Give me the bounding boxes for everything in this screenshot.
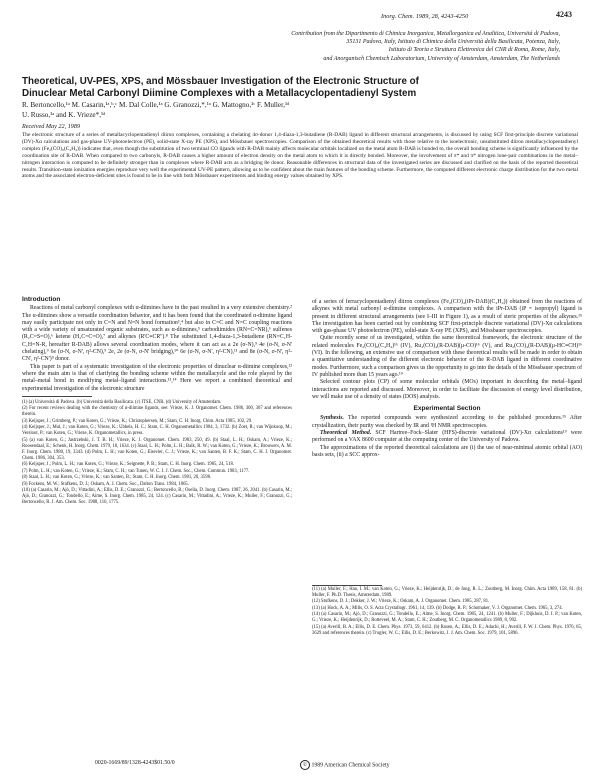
title-line: Theoretical, UV-PES, XPS, and Mössbauer Investigation of the Electronic Structure of: [22, 76, 419, 87]
footnote: (11) (a) Muller, F.; Han, I. M.; van Koten, G.; Vrieze, K.; Heijdenrijk, D.; de Jong, R. L.; Zoutberg, M. Inorg. Chim. Acta 1989, 158, 81. (b) Muller, F. Ph.D. Thesis, Amsterdam, 1989.: [312, 586, 582, 598]
abstract: The electronic structure of a series of metallacyclopentadienyl diiron complexes, containing a chelating 4σ-donor 1,4-diaza-1,3-butadiene (R-DAB) ligand in different structural arrangements, is discussed by using SCF first-principle discrete variational (DV)-Xα calculations and gas-phase UV-photoelectron (PE), solid-state X-ray PE (XPS), and Mössbauer spectroscopies. Comparison of the obtained theoretical results with those relative to the isoelectronic, unsubstituted diiron metallacyclopentadienyl complex (Fe₂(CO)₆(C₄H₄)) indicates that, even though the substitution of two terminal CO ligands with R-DAB mainly affects molecular orbitals localized on the metal atom R-DAB is bonded to, the overall bonding scheme is significantly influenced by the coordination site of R-DAB. When compared to two carbonyls, R-DAB causes a higher amount of electron density on the metal atom to which it is directly bonded. Moreover, the involvement of π* and π* nitrogen lone-pair combinations in the metal–nitrogen interaction is computed to be definitely stronger than in complexes where R-DAB acts as a bridging 8e donor. Reasonable differences in structural data of the investigated series are discussed and clarified on the basis of the reported theoretical results. Transition-state ionization energies reproduce very well the experimental UV-PE pattern, allowing us to be confident about the main features of the bonding scheme. Furthermore, the computed different electronic charge distribution for the two metal atoms and the associated electron-deficient sites is found to be in line with both Mössbauer experiments and binding energy values obtained by XPS.: [22, 132, 578, 180]
intro-paragraph: Reactions of metal carbonyl complexes with α-diimines have in the past resulted in a very extensive chemistry.² The α-diimines show a versatile coordination behavior, and it has been found that the coordinated α-diimine ligand may easily participate not only in C=N and N=N bond formation³,⁴ but also in C=C and N=C coupling reactions with a wide variety of unsaturated organic substrates, such as α-diimines,⁵ carbodiimides (RN=C=NR),⁶ sulfenes (R₂C=S=O),⁶ ketene (H₂C=C=O),⁷ and alkynes (R'C≡CR'').⁸ The substituted 1,4-diaza-1,3-butadiene (RN=C₁H-C₁H=N-R, hereafter R-DAB) allows several coordination modes, where it can act as a 2e (σ-N),⁹ 4e (σ-N, σ-N' chelating),⁹ 6e (σ-N, σ-N', η²-CN),⁹ 2e, 2e (σ-N, σ-N' bridging),¹⁰ 6e (σ-N, σ-N', η²-CN),¹¹ and 8e (σ-N, σ-N', η²-CN', η²-CN')⁹ donor.: [22, 305, 292, 363]
footnote: (13) (a) Hock, A. A.; Mills, O. S. Acta Crystallogr. 1961, 14, 139. (b) Dodge, R. P.; Schomaker, V. J. Organomet. Chem. 1965, 3, 274.: [312, 605, 563, 611]
affiliation-line: Istituto di Teoria e Struttura Elettronica del CNR di Roma, Rome, Italy,: [388, 47, 560, 54]
title-line: Dinuclear Metal Carbonyl Diimine Complexes with a Metallacyclopentadienyl System: [22, 87, 417, 99]
affiliation-line: 35131 Padova, Italy, Istituto di Chimica della Università della Basilicata, Potenza, Italy,: [346, 39, 560, 46]
left-footnotes: [22, 400, 292, 507]
footnote: (5) (a) van Koten, G.; Jastrzebski, J. T. B. H.; Vrieze, K. J. Organomet. Chem. 1983, 250, 49. (b) Staal, L. H.; Oskam, A.; Vrieze, K.; Roosendaal, E.; Schenk, H. Inorg. Chem. 1979, 18, 1634. (c) Staal, L. H.; Polm, L. H.; Balk, R. W.; van Koten, G.; Vrieze, K.; Brouwers, A. M. F. Inorg. Chem. 1980, 19, 3343. (d) Polm, L. H.; van Koten, G.; Elsevier, C. J.; Vrieze, K.; van Santen, B. F. K.; Stam, C. H. J. Organomet. Chem. 1986, 304, 353.: [22, 437, 292, 461]
affiliation-block: [130, 30, 560, 63]
footnote: (15) (a) Averill, B. A.; Ellis, D. E. Chem. Phys. 1973, 59, 6412. (b) Rosen, A.; Ellis, D. E.; Adachi, H.; Averill, F. W. J. Chem. Phys. 1976, 65, 3629 and references therein. (c) Trogler, W. C.; Ellis, D. E.; Berkowitz, J. J. Am. Chem. Soc. 1979, 101, 5896.: [312, 624, 582, 636]
article-title: [22, 76, 582, 99]
theoretical-text: SCF Hartree–Fock–Slater (HFS)-discrete variational (DV)-Xα calculations¹⁹ were performed on a VAX 8600 computer at the computing center of the University of Padova.: [312, 430, 582, 444]
author-line: U. Russo,¹ᵃ and K. Vrieze*,¹ᵈ: [22, 110, 106, 119]
page-number: 4243: [556, 10, 572, 19]
footnote: (1) (a) Università di Padova. (b) Università della Basilicata. (c) ITSE, CNR. (d) University of Amsterdam.: [22, 399, 222, 405]
received-date: Received May 22, 1989: [22, 123, 81, 130]
footnote: (8) Staal, L. H.; van Koten, G.; Vrieze, K.; van Santen, B.; Stam, C. H. Inorg. Chem. 1981, 20, 3598.: [22, 475, 212, 481]
footnote: (3) Keijsper, J.; Grimberg, P.; van Koten, G.; Vrieze, K.; Christophersen, M.; Stam, C. H. Inorg. Chim. Acta 1985, 102, 29.: [22, 418, 253, 424]
issn-code: 0020-1669/89/1328-4243$01.50/0: [95, 760, 175, 766]
footnote: (9) Fockens, M. W.; Stufkens, D. J.; Oskam, A. J. Chem. Soc., Dalton Trans. 1984, 1065.: [22, 481, 189, 487]
intro-continuation: Quite recently some of us investigated, within the same theoretical framework, the electronic structure of the related molecules Fe₂(CO)₆(C₄H₄)¹⁶ (IV), Ru₂(CO)₄(R-DAB)(μ-CO)¹⁶ (V), and Ru₂(CO)₄(R-DAB)(μ-HC≡CH)¹⁶ (VI). In the following, an extensive use of comparison with these theoretical results will be made in order to obtain a quantitative understanding of the different electronic behavior of the R-DAB ligand in different coordinative modes. Furthermore, such a comparison gives us the opportunity to go into the details of the Mössbauer spectrum of IV published more than 15 years ago.¹⁹: [312, 335, 582, 378]
approximations-paragraph: The approximations of the reported theoretical calculations are (i) the use of near-minimal atomic orbital (AO) basis sets, (ii) a SCC approx-: [312, 444, 582, 458]
footnote-divider: [22, 396, 92, 397]
theoretical-paragraph: [312, 430, 582, 445]
synthesis-text: The reported compounds were synthesized according to the published procedures.¹⁵ After crystallization, their purity was checked by IR and ¹H NMR spectroscopies.: [312, 415, 582, 429]
footnote: (4) Keijsper, J.; Mul, J.; van Koten, G.; Vrieze, K.; Ubbels, H. C.; Stam, C. H. Organometallics 1984, 3, 1732. (b) Zoet, R.; van Wijnkoop, M.; Versloot, P.; van Koten, G.; Vrieze, K. Organometallics, in press.: [22, 425, 292, 437]
footnote: (2) For recent reviews dealing with the chemistry of α-diimine ligands, see: Vrieze, K. J. Organomet. Chem. 1986, 300, 307 and references therein.: [22, 406, 292, 418]
synthesis-label: Synthesis.: [320, 415, 344, 422]
experimental-heading: Experimental Section: [413, 405, 481, 413]
right-column: [312, 299, 582, 459]
intro-paragraph: This paper is part of a systematic investigation of the electronic properties of dinuclear α-diimine complexes,¹² where the main aim is that of clarifying the bonding scheme within the metallacycle and the role played by the metal–metal bond in modifying metal–ligand interactions.¹³,¹⁴ Here we report a combined theoretical and experimental investigation of the electronic structure: [22, 363, 292, 392]
left-column: [22, 295, 292, 507]
footnote: (10) (a) Casarin, M.; Ajò, D.; Vittadini, A.; Ellis, D. E.; Granozzi, G.; Bertoncello, R.; Osella, D. Inorg. Chem. 1987, 26, 2041. (b) Casarin, M.; Ajò, D.; Granozzi, G.; Tondello, E.; Aime, S. Inorg. Chem. 1985, 24, 124. (c) Casarin, M.; Vittadini, A.; Vrieze, K.; Muller, F.; Granozzi, G.; Bertoncello, R. J. Am. Chem. Soc. 1988, 110, 1775.: [22, 488, 292, 506]
footnote: (14) (a) Casarin, M.; Ajò, D.; Granozzi, G.; Tondello, E.; Aime, S. Inorg. Chem. 1985, 24, 1241. (b) Muller, F.; Dijkhuis, D. I. P.; van Koten, G.; Vrieze, K.; Heijdenrijk, D.; Rotteveel, M. A.; Stam, C. H.; Zoutberg, M. C. Organometallics 1989, 8, 992.: [312, 612, 582, 623]
synthesis-paragraph: [312, 415, 582, 430]
intro-continuation: Selected contour plots (CP) of some molecular orbitals (MOs) important in describing the metal–ligand interactions are reported and discussed. Moreover, in order to facilitate the discussion of energy level distribution, we will make use of a density of states (DOS) analysis.: [312, 379, 582, 400]
theoretical-label: Theoretical Method.: [320, 430, 372, 437]
introduction-heading: Introduction: [22, 296, 61, 303]
footnote: (12) Stufkens, D. J.; Dekker, J. W.; Vrieze, K.; Oskam, A. J. Organomet. Chem. 1985, 287, 81.: [312, 599, 490, 604]
author-list: [22, 101, 582, 120]
copyright-icon: ©: [300, 760, 310, 770]
affiliation-line: Contribution from the Dipartimento di Chimica Inorganica, Metallorganica ed Analitica, Università di Padova,: [291, 31, 560, 37]
copyright-text: 1989 American Chemical Society: [311, 762, 390, 769]
copyright-line: [300, 760, 390, 770]
affiliation-line: and Anorganisch Chemisch Laboratorium, University of Amsterdam, Amsterdam, The Netherlands: [323, 55, 560, 62]
journal-header: Inorg. Chem. 1989, 28, 4243-4250: [381, 13, 469, 20]
author-line: R. Bertoncello,¹ᵃ M. Casarin,¹ᵃ,ᵇ,ᶜ M. Dal Colle,¹ᵃ G. Granozzi,*,¹ᵃ G. Mattogno,¹ᶜ F. Muller,¹ᵈ: [22, 101, 290, 109]
intro-continuation: of a series of ferracyclopentadienyl diiron complexes (Fe₂(CO)₄(iPr-DAB)(C₄H₄)) obtained from the reactions of alkynes with metal carbonyl α-diimine complexes. A comparison with the iPr-DAB (iP = isopropyl) ligand is present in different structural arrangements (see I–III in Figure 1), as a result of steric properties of the alkynes.¹⁵ The investigation has been carried out by combining SCF first-principle discrete variational (DV)-Xα calculations with gas-phase UV photoelectron (PE), solid-state X-ray PE (XPS), and Mössbauer spectroscopies.: [312, 299, 582, 335]
right-footnotes: [312, 582, 582, 637]
footnote: (6) Keijsper, J.; Polm, L. H.; van Koten, G.; Vrieze, K.; Seignette, P. B.; Stam, C. H. Inorg. Chem. 1985, 24, 518.: [22, 462, 234, 468]
footnote: (7) Polm, L. H.; van Koten, G.; Vrieze, K.; Stam, C. H.; van Tunen, W. C. J. J. Chem. Soc., Chem. Commun. 1983, 1177.: [22, 468, 250, 474]
